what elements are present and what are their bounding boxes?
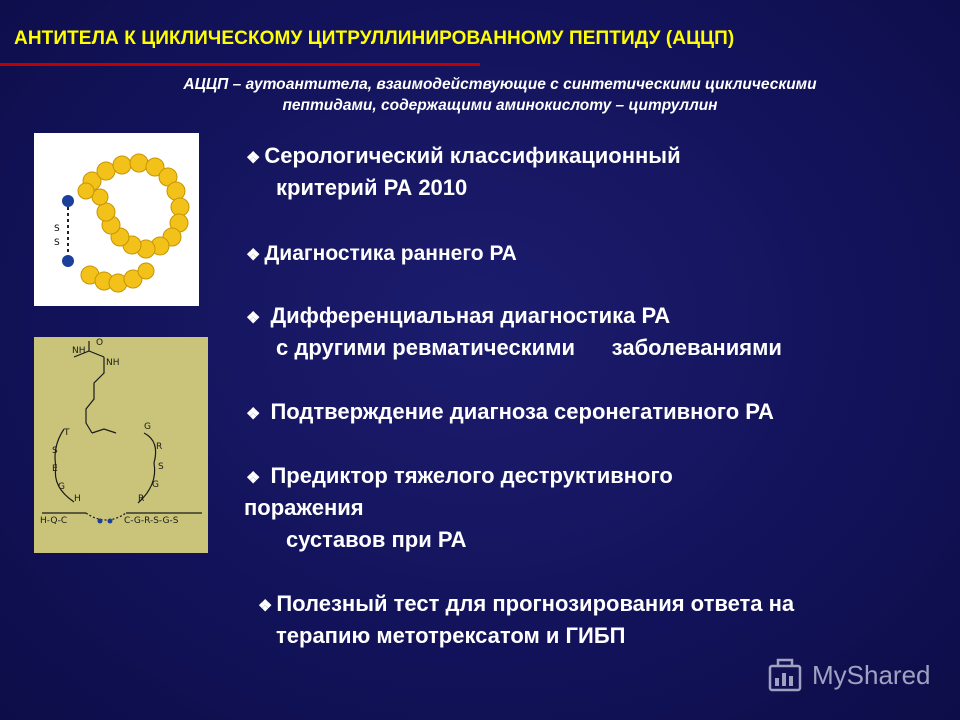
- atom-left-5: H: [74, 494, 81, 504]
- diamond-bullet-icon: ❖: [246, 406, 261, 423]
- bullet-5-line-2: поражения: [244, 495, 364, 520]
- top-group-nh-1: NH: [72, 346, 86, 356]
- bullet-5-line-3: суставов при РА: [286, 527, 467, 552]
- ss-label-2: S: [54, 238, 60, 248]
- atom-left-1: T: [64, 428, 70, 438]
- atom-right-2: R: [156, 442, 163, 452]
- subtitle-line-2: пептидами, содержащими аминокислоту – цитруллин: [282, 97, 718, 114]
- bullet-3-line-2: с другими ревматическими заболеваниями: [276, 335, 782, 360]
- top-group-nh-2: NH: [106, 358, 120, 368]
- bullet-1-line-2: критерий РА 2010: [276, 175, 468, 200]
- atom-right-5: R: [138, 494, 145, 504]
- myshared-logo-icon: [766, 656, 806, 696]
- title-underline: [0, 63, 480, 66]
- atom-left-4: G: [58, 482, 65, 492]
- atom-right-3: S: [158, 462, 164, 472]
- subtitle: [40, 74, 960, 116]
- diamond-bullet-icon: ❖: [246, 470, 261, 487]
- bullet-6-line-2: терапию метотрексатом и ГИБП: [276, 623, 626, 648]
- atom-right-1: G: [144, 422, 151, 432]
- bullet-1: [246, 140, 681, 175]
- subtitle-line-1: АЦЦП – аутоантитела, взаимодействующие с синтетическими циклическими: [183, 76, 817, 93]
- bullet-6: [258, 588, 794, 623]
- bullet-1-line-1: Серологический классификационный: [264, 143, 681, 168]
- bullet-6-line-1: Полезный тест для прогнозирования ответа на: [276, 591, 795, 616]
- title-bar: [0, 20, 960, 60]
- diamond-bullet-icon: ❖: [246, 247, 261, 264]
- bullet-5: [246, 460, 673, 495]
- bullet-2: [246, 238, 517, 272]
- bullet-4-line-1: Подтверждение диагноза серонегативного РА: [264, 399, 774, 424]
- bottom-chain-left: H-Q-C: [40, 516, 68, 526]
- top-group-o: O: [96, 338, 104, 348]
- atom-left-3: E: [52, 464, 58, 474]
- myshared-watermark: [766, 656, 946, 696]
- chemical-structure-image: [34, 337, 208, 553]
- bullet-3: [246, 300, 670, 335]
- bottom-chain-right: C-G-R-S-G-S: [124, 516, 179, 526]
- peptide-ring-illustration: [34, 133, 199, 306]
- ss-label-1: S: [54, 224, 60, 234]
- bullet-5-line-1: Предиктор тяжелого деструктивного: [264, 463, 673, 488]
- diamond-bullet-icon: ❖: [246, 310, 261, 327]
- citrulline-structure-diagram: [34, 337, 208, 553]
- atom-left-2: S: [52, 446, 58, 456]
- bullet-3-line-1: Дифференциальная диагностика РА: [264, 303, 671, 328]
- slide-title: АНТИТЕЛА К ЦИКЛИЧЕСКОМУ ЦИТРУЛЛИНИРОВАННОМУ ПЕПТИДУ (АЦЦП): [14, 28, 735, 49]
- watermark-text: MyShared: [812, 660, 931, 690]
- bullet-4: [246, 396, 774, 431]
- atom-right-4: G: [152, 480, 159, 490]
- bullet-2-line-1: Диагностика раннего РА: [264, 242, 517, 265]
- cyclic-peptide-model-image: [34, 133, 199, 306]
- diamond-bullet-icon: ❖: [258, 598, 273, 615]
- diamond-bullet-icon: ❖: [246, 150, 261, 167]
